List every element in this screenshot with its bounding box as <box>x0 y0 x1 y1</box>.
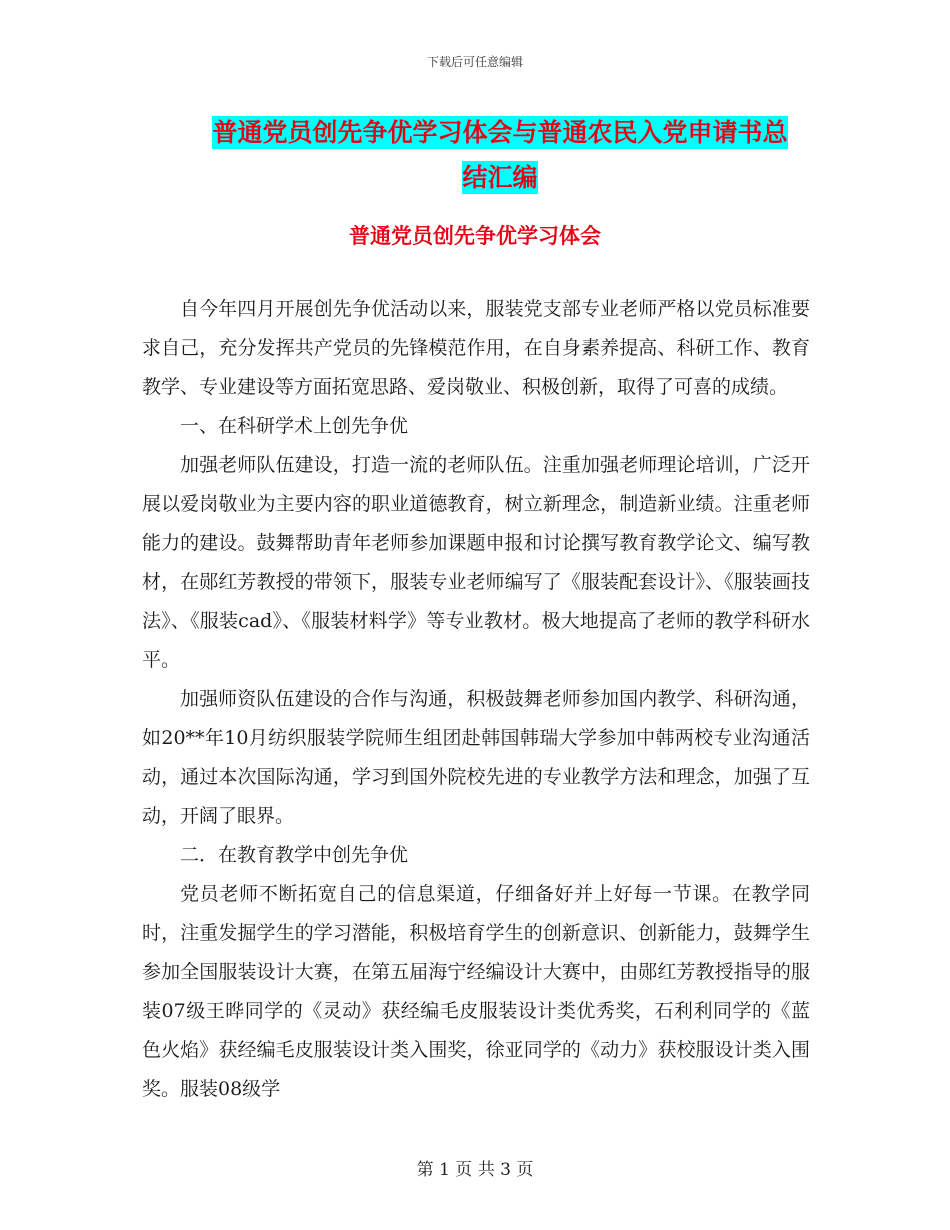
heading-research: 一、在科研学术上创先争优 <box>180 415 409 437</box>
paragraph-exchange: 加强师资队伍建设的合作与沟通，积极鼓舞老师参加国内教学、科研沟通，如20**年10月纺织服装学院师生组团赴韩国韩瑞大学参加中韩两校专业沟通活动，通过本次国际沟通，学习到国外院校先进的专业教学方法和理念，加强了互动，开阔了眼界。 <box>142 688 810 827</box>
paragraph-teaching: 党员老师不断拓宽自己的信息渠道，仔细备好并上好每一节课。在教学同时，注重发掘学生的学习潜能，积极培育学生的创新意识、创新能力，鼓舞学生参加全国服装设计大赛，在第五届海宁经编设计大赛中，由郧红芳教授指导的服装07级王晔同学的《灵动》获经编毛皮服装设计类优秀奖，石利利同学的《蓝色火焰》获经编毛皮服装设计类入围奖，徐亚同学的《动力》获校服设计类入围奖。服装08级学 <box>142 883 810 1100</box>
paragraph-intro: 自今年四月开展创先争优活动以来，服装党支部专业老师严格以党员标准要求自己，充分发挥共产党员的先锋模范作用，在自身素养提高、科研工作、教育教学、专业建设等方面拓宽思路、爱岗敬业、积极创新，取得了可喜的成绩。 <box>142 298 810 398</box>
page-footer: 第 1 页 共 3 页 <box>416 1160 534 1180</box>
section-title: 普通党员创先争优学习体会 <box>349 223 601 248</box>
paragraph-teacher-team: 加强老师队伍建设，打造一流的老师队伍。注重加强老师理论培训，广泛开展以爱岗敬业为主要内容的职业道德教育，树立新理念，制造新业绩。注重老师能力的建设。鼓舞帮助青年老师参加课题申报和讨论撰写教育教学论文、编写教材，在郧红芳教授的带领下，服装专业老师编写了《服装配套设计》、《服装画技法》、《服装cad》、《服装材料学》等专业教材。极大地提高了老师的教学科研水平。 <box>142 454 810 671</box>
document-title <box>190 110 810 200</box>
header-note: 下载后可任意编辑 <box>426 55 523 69</box>
title-line-2: 结汇编 <box>462 163 538 192</box>
title-line-1: 普通党员创先争优学习体会与普通农民入党申请书总 <box>212 118 788 147</box>
document-body <box>142 290 810 1109</box>
heading-teaching: 二．在教育教学中创先争优 <box>180 844 409 866</box>
